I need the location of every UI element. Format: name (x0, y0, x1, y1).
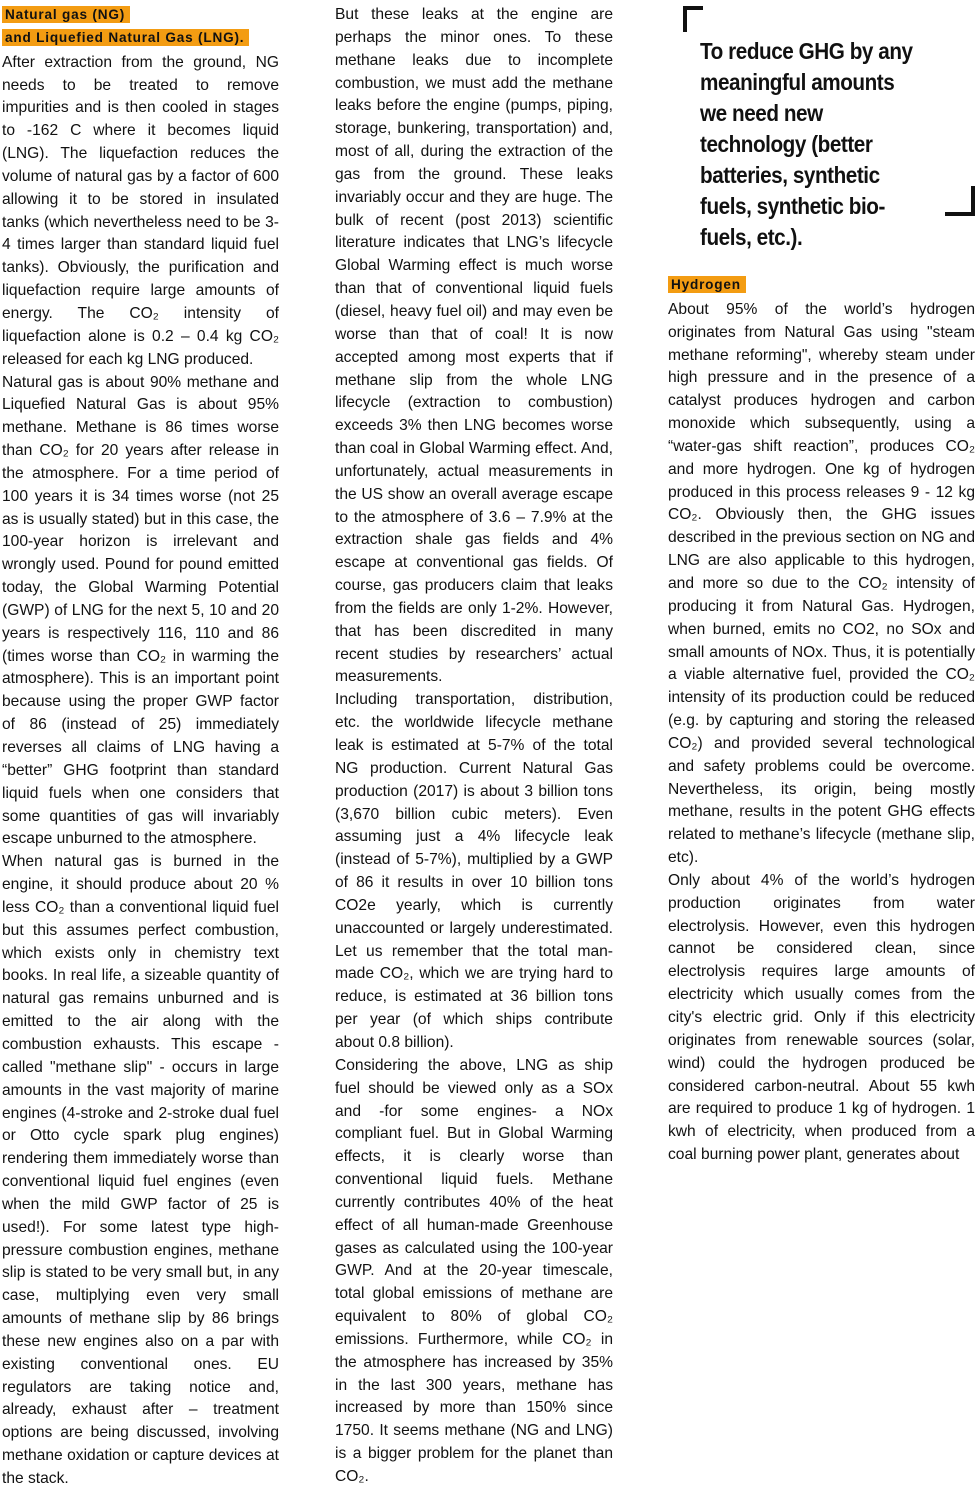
column-3 (668, 256, 975, 1167)
paragraph: Only about 4% of the world’s hydrogen production originates from water electrolysis. However, even this hydrogen cannot be considered clean, since electrolysis requires large amounts of electricity which usually comes from the city's electric grid. Only if this electricity originates from renewable sources (solar, wind) could the hydrogen produced be considered carbon-neutral. About 55 kwh are required to produce 1 kg of hydrogen. 1 kwh of electricity, when produced from a coal burning power plant, generates about (668, 871, 975, 1164)
paragraph: Considering the above, LNG as ship fuel should be viewed only as a SOx and -for some engines- a NOx compliant fuel. But in Global Warming effects, it is clearly worse than conventional liquid fuels. Methane currently contributes 40% of the heat effect of all human-made Greenhouse gases as calculated using the 100-year GWP. And at the 20-year timescale, total global emissions of methane are equivalent to 80% of global CO₂ emissions. Furthermore, while CO₂ in the atmosphere has increased by 35% in the last 300 years, methane has increased by more than 150% since 1750. It seems methane (NG and LNG) is a bigger problem for the planet than CO₂. (335, 1056, 613, 1485)
paragraph: Including transportation, distribution, etc. the worldwide lifecycle methane leak is estimated at 5-7% of the total NG production. Current Natural Gas production (2017) is about 3 billion tons (3,670 billion cubic meters). Even assuming just a 4% lifecycle leak (instead of 5-7%), multiplied by a GWP of 86 it results in over 10 billion tons CO2e yearly, which is currently unaccounted or largely underestimated. Let us remember that the total man-made CO₂, which we are trying hard to reduce, is estimated at 36 billion tons per year (of which ships contribute about 0.8 billion). (335, 691, 613, 1051)
pull-quote: To reduce GHG by any meaningful amounts we need new technology (better batteries, synthetic fuels, synthetic bio-fuels, etc.). (700, 38, 913, 250)
quote-corner-bottom-right (945, 212, 975, 216)
paragraph: When natural gas is burned in the engine, it should produce about 20 % less CO₂ than a conventional liquid fuel but this assumes perfect combustion, which exists only in chemistry text books. In real life, a sizeable quantity of natural gas remains unburned and is emitted to the air along with the combustion exhausts. This escape - called "methane slip" - occurs in large amounts in the vast majority of marine engines (4-stroke and 2-stroke dual fuel or Otto cycle spark plug engines) rendering them immediately worse than conventional liquid fuel engines (even when the mild GWP factor of 25 is used!). For some latest type high-pressure combustion engines, methane slip is stated to be very small but, in any case, multiplying even very small amounts of methane slip by 86 brings these new engines also on a par with existing conventional ones. EU regulators are taking notice and, already, exhaust after – treatment options are being discussed, involving methane oxidation or capture devices at the stack. (2, 853, 279, 1487)
paragraph: About 95% of the world’s hydrogen originates from Natural Gas using "steam methane reforming", whereby steam under high pressure and in the presence of a catalyst produces hydrogen and carbon monoxide which subsequently, using a “water-gas shift reaction”, produces CO₂ and more hydrogen. One kg of hydrogen produced in this process releases 9 - 12 kg CO₂. Obviously then, the GHG issues described in the previous section on NG and LNG are also applicable to this hydrogen, and more so due to the CO₂ intensity of producing it from Natural Gas. Hydrogen, when burned, emits no CO2, no SOx and small amounts of NOx. Thus, it is potentially a viable alternative fuel, provided the CO₂ intensity of its production could be reduced (e.g. by capturing and storing the released CO₂) and provided several technological and safety problems could be overcome. Nevertheless, its origin, being mostly methane, results in the potent GHG effects related to methane’s lifecycle (methane slip, etc). (668, 300, 975, 867)
column-1 (2, 4, 279, 1491)
hydrogen-heading: Hydrogen (668, 276, 746, 293)
section-heading-hydrogen (668, 274, 975, 297)
paragraph: After extraction from the ground, NG needs to be treated to remove impurities and is then cooled in stages to -162 C where it becomes liquid (LNG). The liquefaction reduces the volume of natural gas by a factor of 600 allowing it to be stored in insulated tanks (which nevertheless need to be 3-4 times larger than standard liquid fuel tanks). Obviously, the purification and liquefaction require large amounts of energy. The CO₂ intensity of liquefaction alone is 0.2 – 0.4 kg CO₂ released for each kg LNG produced. (2, 53, 279, 368)
section-heading-ng (2, 4, 279, 50)
heading-line-2: and Liquefied Natural Gas (LNG). (2, 29, 249, 46)
heading-line-1: Natural gas (NG) (2, 6, 130, 23)
paragraph: Natural gas is about 90% methane and Liquefied Natural Gas is about 95% methane. Methane is 86 times worse than CO₂ for 20 years after release in the atmosphere. For a time period of 100 years it is 34 times worse (not 25 as is usually stated) but in this case, the 100-year horizon is irrelevant and wrongly used. Pound for pound emitted today, the Global Warming Potential (GWP) of LNG for the next 5, 10 and 20 years is respectively 116, 110 and 86 (times worse than CO₂ in warming the atmosphere). This is an important point because using the proper GWP factor of 86 (instead of 25) immediately reverses all claims of LNG having a “better” GHG footprint than standard liquid fuels when one considers that some quantities of gas will invariably escape unburned to the atmosphere. (2, 373, 279, 848)
paragraph: But these leaks at the engine are perhaps the minor ones. To these methane leaks due to incomplete combustion, we must add the methane leaks before the engine (pumps, piping, storage, bunkering, transportation) and, most of all, during the extraction of the gas from the ground. These leaks invariably occur and they are huge. The bulk of recent (post 2013) scientific literature indicates that LNG’s lifecycle Global Warming effect is much worse than that of conventional liquid fuels (diesel, heavy fuel oil) and may even be worse than that of coal! It is now accepted among most experts that if methane slip from the whole LNG lifecycle (extraction to combustion) exceeds 3% then LNG becomes worse than coal in Global Warming effect. And, unfortunately, actual measurements in the US show an overall average escape to the atmosphere of 3.6 – 7.9% at the extraction shale gas fields and 4% escape at conventional gas fields. Of course, gas producers claim that leaks from the fields are only 1-2%. However, that has been discredited in many recent studies by researchers’ actual measurements. (335, 6, 613, 686)
column-2 (335, 4, 613, 1489)
quote-corner-top-left (683, 6, 703, 10)
